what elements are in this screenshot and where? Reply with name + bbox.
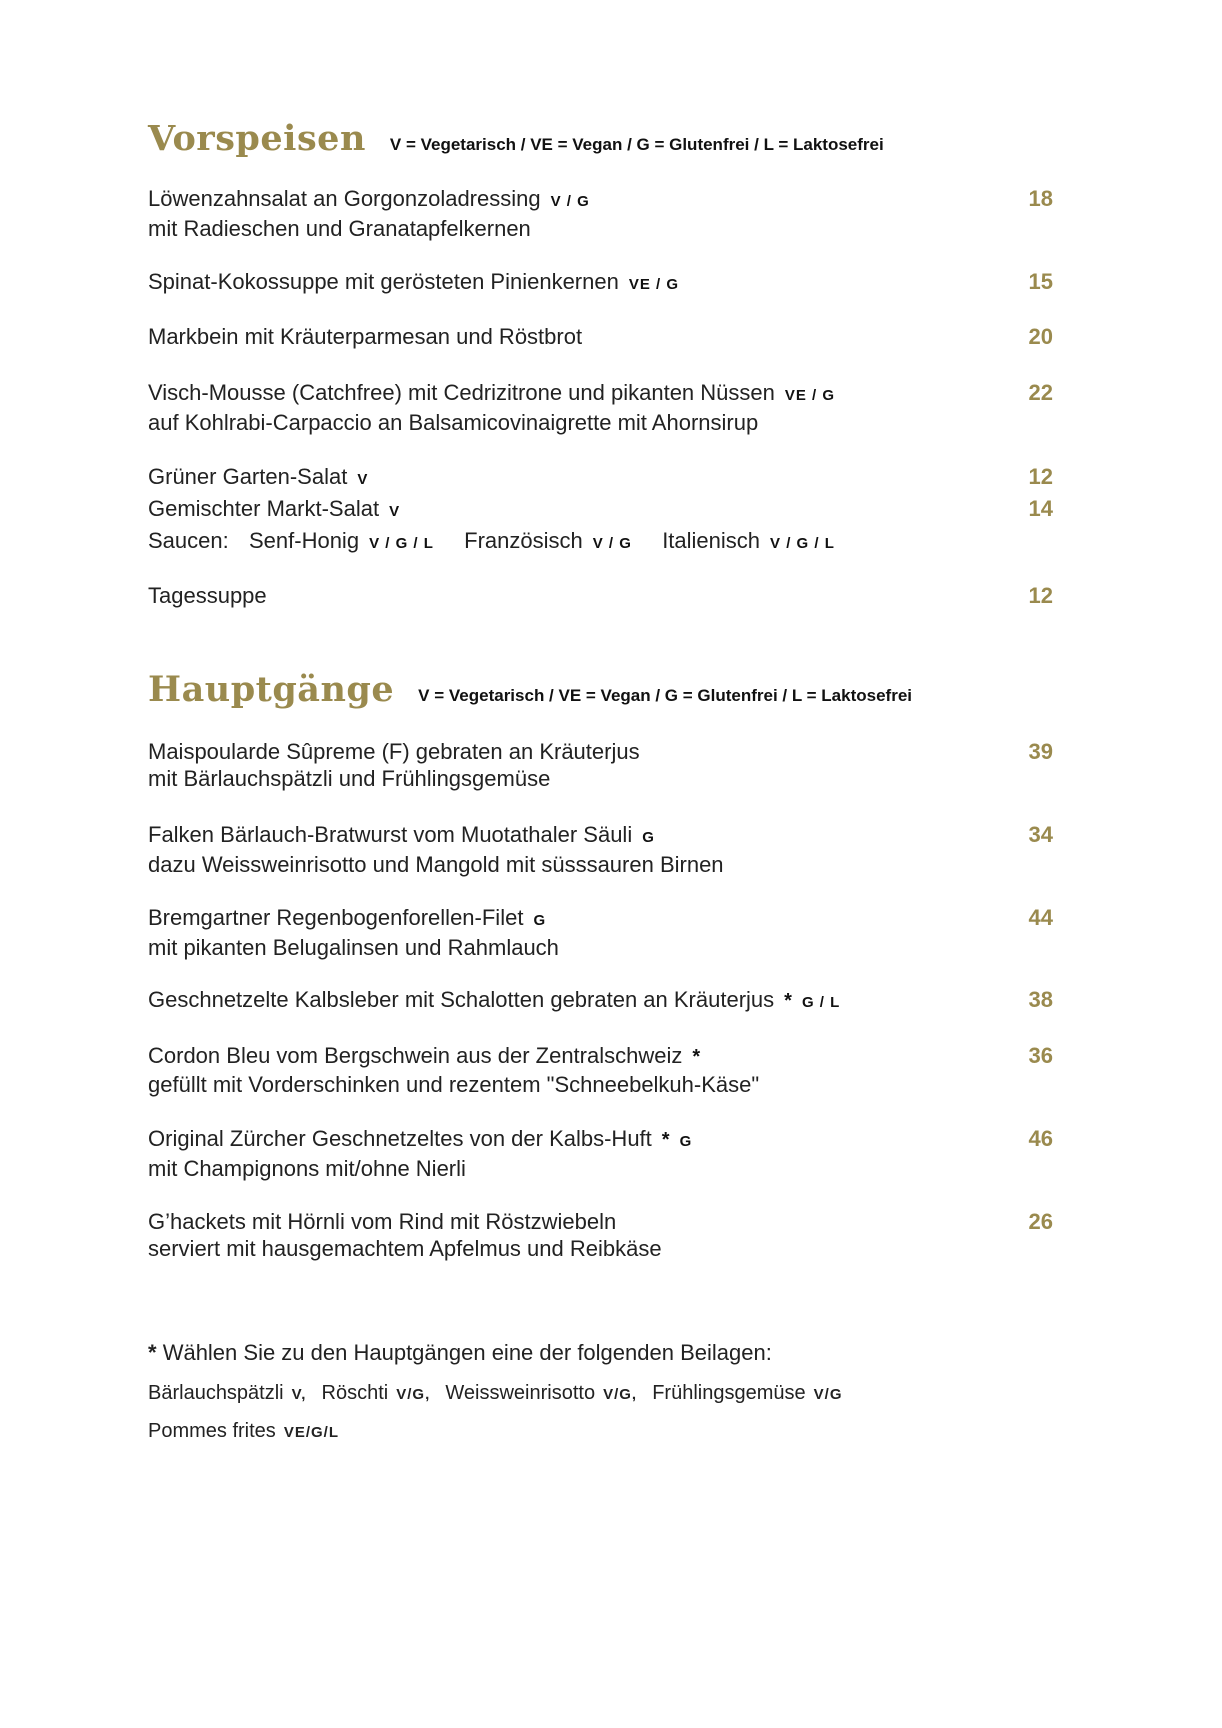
- item-name: G’hackets mit Hörnli vom Rind mit Röstzwiebeln: [148, 1209, 617, 1234]
- diet-tag: V / G / L: [770, 535, 835, 552]
- item-name: Bremgartner Regenbogenforellen-Filet: [148, 905, 524, 930]
- item-price: 44: [1028, 905, 1053, 930]
- asterisk-mark: *: [692, 1046, 701, 1068]
- sauces-row: [148, 527, 1053, 557]
- item-name: Maispoularde Sûpreme (F) gebraten an Kräuterjus: [148, 739, 640, 764]
- menu-item: [148, 495, 1053, 525]
- item-name: Spinat-Kokossuppe mit gerösteten Pinienkernen: [148, 269, 619, 294]
- menu-item: [148, 1042, 1053, 1098]
- sauce-name: Italienisch: [662, 528, 761, 553]
- diet-tag: V/G: [813, 1386, 843, 1403]
- item-name: Löwenzahnsalat an Gorgonzoladressing: [148, 186, 541, 211]
- item-description: gefüllt mit Vorderschinken und rezentem "Schneebelkuh-Käse": [148, 1072, 760, 1097]
- menu-item: [148, 1208, 1053, 1262]
- item-name: Cordon Bleu vom Bergschwein aus der Zentralschweiz: [148, 1043, 683, 1068]
- side-name: Weissweinrisotto: [445, 1382, 596, 1404]
- item-price: 18: [1028, 186, 1053, 211]
- item-name: Original Zürcher Geschnetzeltes von der Kalbs-Huft: [148, 1126, 652, 1151]
- menu-item: [148, 379, 1053, 436]
- item-description: mit Radieschen und Granatapfelkernen: [148, 216, 531, 241]
- item-price: 20: [1028, 324, 1053, 349]
- menu-item: [148, 904, 1053, 961]
- menu-item: [148, 821, 1053, 878]
- item-price: 22: [1028, 380, 1053, 405]
- menu-item: [148, 1125, 1053, 1182]
- starters-header: [148, 118, 884, 159]
- item-description: serviert mit hausgemachtem Apfelmus und Reibkäse: [148, 1236, 662, 1261]
- sides-list: [148, 1380, 842, 1408]
- diet-tag: G: [642, 829, 655, 846]
- item-name: Gemischter Markt-Salat: [148, 496, 380, 521]
- diet-tag: V / G: [592, 535, 632, 552]
- item-price: 34: [1028, 822, 1053, 847]
- starters-title: Vorspeisen: [148, 118, 366, 159]
- item-description: mit Bärlauchspätzli und Frühlingsgemüse: [148, 766, 551, 791]
- diet-tag: VE/G/L: [283, 1424, 339, 1441]
- mains-legend: V = Vegetarisch / VE = Vegan / G = Glutenfrei / L = Laktosefrei: [418, 686, 913, 705]
- diet-tag: V,: [291, 1386, 307, 1403]
- sauces-label: Saucen:: [148, 528, 229, 553]
- item-name: Grüner Garten-Salat: [148, 464, 348, 489]
- item-description: auf Kohlrabi-Carpaccio an Balsamicovinaigrette mit Ahornsirup: [148, 410, 759, 435]
- menu-item: [148, 463, 1053, 493]
- item-description: mit pikanten Belugalinsen und Rahmlauch: [148, 935, 559, 960]
- diet-tag: VE / G: [784, 387, 836, 404]
- item-price: 14: [1028, 496, 1053, 521]
- diet-tag: VE / G: [628, 276, 680, 293]
- menu-item: [148, 738, 1053, 792]
- diet-tag: G: [533, 912, 547, 929]
- mains-header: [148, 669, 912, 710]
- menu-item: [148, 323, 1053, 350]
- diet-tag: V: [389, 503, 401, 520]
- menu-item: [148, 986, 1053, 1016]
- item-price: 12: [1028, 583, 1053, 608]
- menu-item: [148, 268, 1053, 298]
- item-name: Markbein mit Kräuterparmesan und Röstbrot: [148, 324, 583, 349]
- mains-title: Hauptgänge: [148, 669, 395, 710]
- diet-tag: G / L: [801, 994, 841, 1011]
- item-description: dazu Weissweinrisotto und Mangold mit süsssauren Birnen: [148, 852, 724, 877]
- diet-tag: V/G,: [396, 1386, 431, 1403]
- sides-list-2: [148, 1418, 339, 1446]
- diet-tag: V / G: [550, 193, 590, 210]
- item-price: 26: [1028, 1209, 1053, 1234]
- item-name: Visch-Mousse (Catchfree) mit Cedrizitrone und pikanten Nüssen: [148, 380, 775, 405]
- diet-tag: V/G,: [603, 1386, 638, 1403]
- item-price: 46: [1028, 1126, 1053, 1151]
- starters-legend: V = Vegetarisch / VE = Vegan / G = Glutenfrei / L = Laktosefrei: [389, 135, 884, 154]
- item-description: mit Champignons mit/ohne Nierli: [148, 1156, 466, 1181]
- footnote: [148, 1339, 772, 1366]
- item-price: 12: [1028, 464, 1053, 489]
- sauce-name: Senf-Honig: [248, 528, 360, 553]
- sauce-name: Französisch: [464, 528, 583, 553]
- diet-tag: G: [679, 1133, 693, 1150]
- side-name: Pommes frites: [148, 1420, 276, 1442]
- item-price: 36: [1028, 1043, 1053, 1068]
- item-name: Geschnetzelte Kalbsleber mit Schalotten gebraten an Kräuterjus: [148, 987, 775, 1012]
- asterisk-mark: *: [148, 1340, 157, 1365]
- diet-tag: V: [357, 471, 369, 488]
- asterisk-mark: *: [661, 1129, 670, 1151]
- menu-item: [148, 582, 1053, 609]
- item-price: 15: [1028, 269, 1053, 294]
- side-name: Bärlauchspätzli: [148, 1382, 284, 1404]
- diet-tag: V / G / L: [369, 535, 434, 552]
- side-name: Röschti: [321, 1382, 389, 1404]
- menu-item: [148, 185, 1053, 242]
- item-name: Falken Bärlauch-Bratwurst vom Muotathaler Säuli: [148, 822, 633, 847]
- item-name: Tagessuppe: [148, 583, 267, 608]
- item-price: 38: [1028, 987, 1053, 1012]
- asterisk-mark: *: [784, 990, 792, 1012]
- side-name: Frühlingsgemüse: [652, 1382, 806, 1404]
- item-price: 39: [1028, 739, 1053, 764]
- footnote-text: Wählen Sie zu den Hauptgängen eine der folgenden Beilagen:: [162, 1340, 772, 1365]
